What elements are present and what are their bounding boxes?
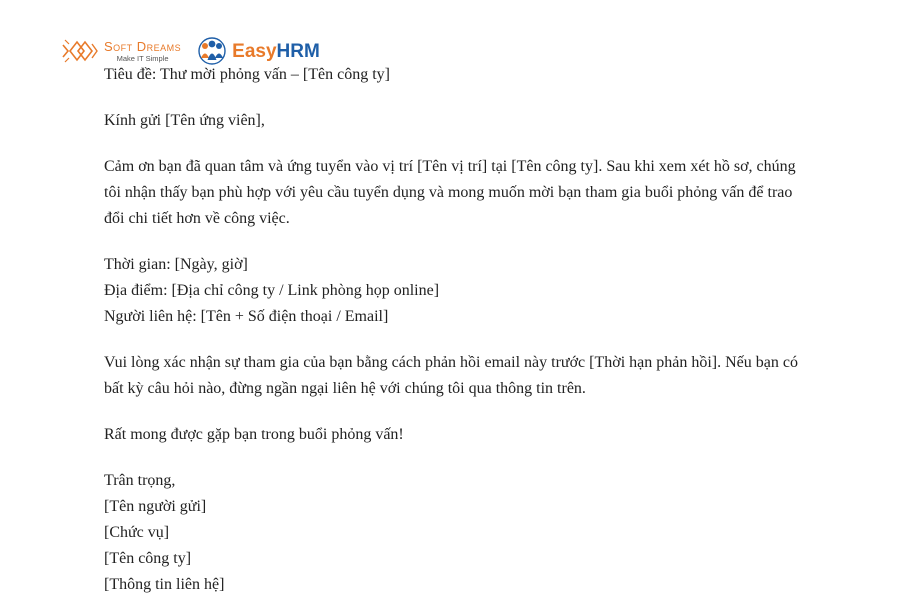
- easyhrm-easy-text: Easy: [232, 40, 277, 62]
- softdreams-name: Soft Dreams: [104, 38, 182, 54]
- softdreams-logo-icon: [60, 36, 100, 66]
- header-logos: [60, 34, 320, 68]
- easyhrm-hrm-text: HRM: [276, 40, 320, 62]
- letter-paragraph-2: Vui lòng xác nhận sự tham gia của bạn bằng cách phản hồi email này trước [Thời hạn phản hồi]. Nếu bạn có bất kỳ câu hỏi nào, đừng ngần ngại liên hệ với chúng tôi qua thông tin trên.: [104, 354, 798, 397]
- invitation-letter: [104, 62, 804, 600]
- letter-details: [104, 252, 804, 330]
- easyhrm-logo: [195, 36, 320, 66]
- softdreams-tagline: Make IT Simple: [116, 53, 169, 63]
- letter-subject: Tiêu đề: Thư mời phỏng vấn – [Tên công ty]: [104, 66, 390, 83]
- letter-greeting: Kính gửi [Tên ứng viên],: [104, 112, 265, 129]
- letter-closing-line: Rất mong được gặp bạn trong buổi phỏng vấn!: [104, 426, 404, 443]
- signature-company: [Tên công ty]: [104, 550, 192, 567]
- softdreams-logo: [60, 36, 181, 66]
- signature-sender-name: [Tên người gửi]: [104, 498, 207, 515]
- detail-location: Địa điểm: [Địa chỉ công ty / Link phòng họp online]: [104, 282, 440, 299]
- people-group-icon: [195, 36, 229, 66]
- signature-contact-info: [Thông tin liên hệ]: [104, 576, 225, 593]
- signature-regards: Trân trọng,: [104, 472, 176, 489]
- letter-signature: [104, 468, 804, 598]
- signature-position: [Chức vụ]: [104, 524, 170, 541]
- detail-time: Thời gian: [Ngày, giờ]: [104, 256, 248, 273]
- detail-contact: Người liên hệ: [Tên + Số điện thoại / Email]: [104, 308, 389, 325]
- letter-paragraph-1: Cảm ơn bạn đã quan tâm và ứng tuyển vào vị trí [Tên vị trí] tại [Tên công ty]. Sau khi xem xét hồ sơ, chúng tôi nhận thấy bạn phù hợp với yêu cầu tuyển dụng và mong muốn mời bạn tham gia buổi phỏng vấn để trao đổi chi tiết hơn về công việc.: [104, 158, 796, 227]
